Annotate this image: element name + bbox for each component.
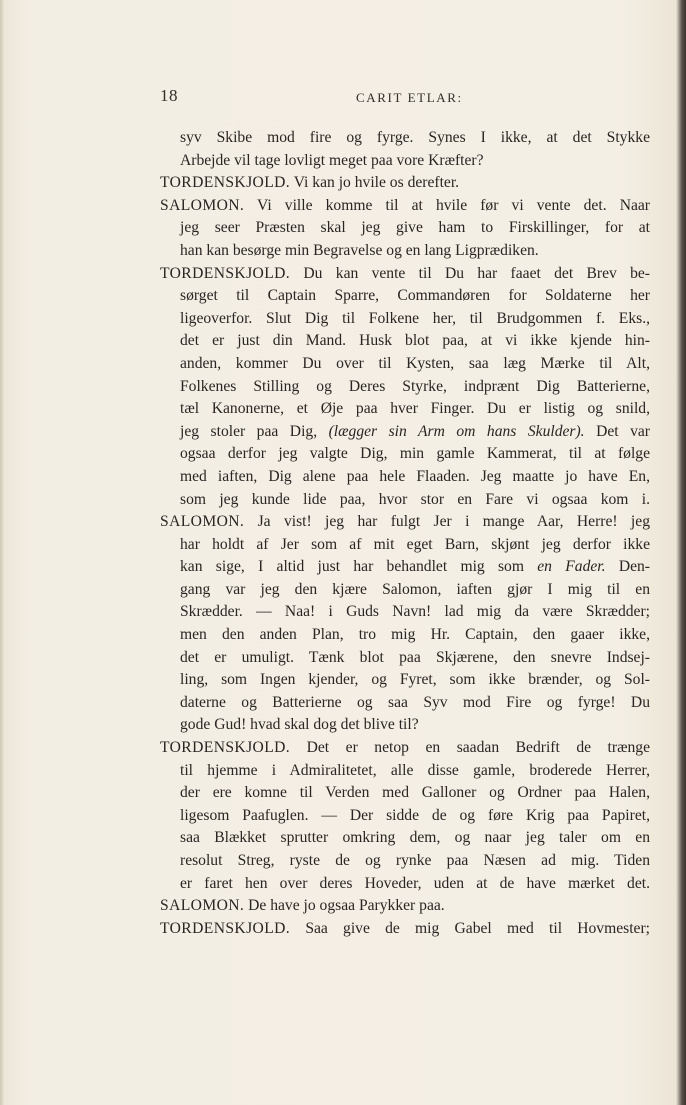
line-text: ogsaa derfor jeg valgte Dig, min gamle Kammerat, til at følge bbox=[180, 445, 650, 463]
line-text: ligeoverfor. Slut Dig til Folkene her, til Brudgommen f. Eks., bbox=[180, 309, 650, 327]
speaker-name: TORDENSKJOLD. bbox=[160, 919, 291, 937]
running-head: CARIT ETLAR: bbox=[356, 90, 463, 105]
text-line bbox=[160, 443, 650, 466]
text-line bbox=[160, 263, 650, 286]
line-text: det er just din Mand. Husk blot paa, at vi ikke kjende hin- bbox=[180, 332, 650, 350]
text-line bbox=[160, 127, 650, 150]
text-line bbox=[160, 827, 650, 850]
line-text: Det var bbox=[584, 422, 650, 440]
line-text: tæl Kanonerne, et Øje paa hver Finger. Du er listig og snild, bbox=[180, 400, 650, 418]
line-text: daterne og Batterierne og saa Syv mod Fire og fyrge! Du bbox=[180, 693, 650, 711]
text-line bbox=[160, 714, 650, 737]
text-line bbox=[160, 760, 650, 783]
line-text: Det er netop en saadan Bedrift de trænge bbox=[290, 739, 650, 757]
text-line bbox=[160, 217, 650, 240]
line-text: Ja vist! jeg har fulgt Jer i mange Aar, Herre! jeg bbox=[244, 513, 650, 531]
line-text: han kan besørge min Begravelse og en lang Ligprædiken. bbox=[180, 241, 539, 259]
line-text: ling, som Ingen kjender, og Fyret, som ikke brænder, og Sol- bbox=[180, 671, 650, 689]
line-text: men den anden Plan, tro mig Hr. Captain, den gaaer ikke, bbox=[180, 626, 650, 644]
stage-direction: (lægger sin Arm om hans Skulder). bbox=[328, 422, 585, 440]
text-line bbox=[160, 601, 650, 624]
text-line bbox=[160, 556, 650, 579]
text-line bbox=[160, 240, 650, 263]
text-line bbox=[160, 398, 650, 421]
text-line bbox=[160, 353, 650, 376]
speaker-name: TORDENSKJOLD. bbox=[160, 174, 291, 192]
line-text: der ere komne til Verden med Galloner og Ordner paa Halen, bbox=[180, 784, 650, 802]
text-line bbox=[160, 285, 650, 308]
line-text: Arbejde vil tage lovligt meget paa vore Kræfter? bbox=[180, 151, 484, 169]
line-text: med iaften, Dig alene paa hele Flaaden. Jeg maatte jo have En, bbox=[180, 467, 650, 485]
speaker-name: TORDENSKJOLD. bbox=[160, 264, 291, 282]
line-text: har holdt af Jer som af mit eget Barn, skjønt jeg derfor ikke bbox=[180, 535, 650, 553]
line-text: Skrædder. — Naa! i Guds Navn! lad mig da være Skrædder; bbox=[180, 603, 650, 621]
text-line bbox=[160, 511, 650, 534]
speaker-name: SALOMON. bbox=[160, 897, 245, 915]
text-line bbox=[160, 647, 650, 670]
text-line bbox=[160, 466, 650, 489]
text-line bbox=[160, 850, 650, 873]
text-line bbox=[160, 737, 650, 760]
page-header bbox=[0, 0, 686, 120]
page-gutter bbox=[0, 0, 5, 1105]
line-text: Vi ville komme til at hvile før vi vente det. Naar bbox=[244, 196, 650, 214]
text-line bbox=[160, 172, 650, 195]
line-text: Den- bbox=[605, 558, 650, 576]
line-text: Folkenes Stilling og Deres Styrke, indprænt Dig Batterierne, bbox=[180, 377, 650, 395]
line-text: syv Skibe mod fire og fyrge. Synes I ikke, at det Stykke bbox=[180, 129, 650, 146]
line-text: som jeg kunde lide paa, hvor stor en Fare vi ogsaa kom i. bbox=[180, 490, 650, 508]
text-line bbox=[160, 195, 650, 218]
stage-direction: en Fader. bbox=[537, 558, 606, 576]
page-number: 18 bbox=[160, 86, 178, 105]
text-line bbox=[160, 421, 650, 444]
text-line bbox=[160, 624, 650, 647]
speaker-name: TORDENSKJOLD. bbox=[160, 739, 291, 757]
line-text: saa Blækket sprutter omkring dem, og naar jeg taler om en bbox=[180, 829, 650, 847]
line-text: anden, kommer Du over til Kysten, saa læg Mærke til Alt, bbox=[180, 354, 650, 372]
body-text bbox=[160, 127, 650, 940]
line-text: sørget til Captain Sparre, Commandøren for Soldaterne her bbox=[180, 287, 650, 305]
line-text: gode Gud! hvad skal dog det blive til? bbox=[180, 716, 419, 734]
text-line bbox=[160, 376, 650, 399]
line-text: gang var jeg den kjære Salomon, iaften gjør I mig til en bbox=[180, 580, 650, 598]
line-text: Du kan vente til Du har faaet det Brev be- bbox=[290, 264, 650, 282]
speaker-name: SALOMON. bbox=[160, 196, 245, 214]
text-line bbox=[160, 805, 650, 828]
line-text: Vi kan jo hvile os derefter. bbox=[290, 174, 460, 192]
line-text: jeg stoler paa Dig, bbox=[180, 422, 329, 440]
text-line bbox=[160, 895, 650, 918]
line-text: ligesom Paafuglen. — Der sidde de og føre Krig paa Papiret, bbox=[180, 806, 650, 824]
text-line bbox=[160, 150, 650, 173]
line-text: kan sige, I altid just har behandlet mig som bbox=[180, 558, 538, 576]
text-line bbox=[160, 534, 650, 557]
line-text: det er umuligt. Tænk blot paa Skjærene, den snevre Indsej- bbox=[180, 648, 650, 666]
line-text: De have jo ogsaa Parykker paa. bbox=[244, 897, 445, 915]
text-line bbox=[160, 308, 650, 331]
speaker-name: SALOMON. bbox=[160, 513, 245, 531]
text-line bbox=[160, 918, 650, 941]
text-line bbox=[160, 669, 650, 692]
text-line bbox=[160, 579, 650, 602]
text-line bbox=[160, 873, 650, 896]
text-line bbox=[160, 782, 650, 805]
text-line bbox=[160, 692, 650, 715]
line-text: til hjemme i Admiralitetet, alle disse gamle, broderede Herrer, bbox=[180, 761, 650, 779]
line-text: resolut Streg, ryste de og rynke paa Næsen ad mig. Tiden bbox=[180, 852, 650, 869]
text-line bbox=[160, 489, 650, 512]
line-text: jeg seer Præsten skal jeg give ham to Firskillinger, for at bbox=[180, 219, 650, 237]
line-text: er faret hen over deres Hoveder, uden at de have mærket det. bbox=[180, 874, 650, 892]
line-text: Saa give de mig Gabel med til Hovmester; bbox=[290, 919, 650, 937]
text-line bbox=[160, 330, 650, 353]
